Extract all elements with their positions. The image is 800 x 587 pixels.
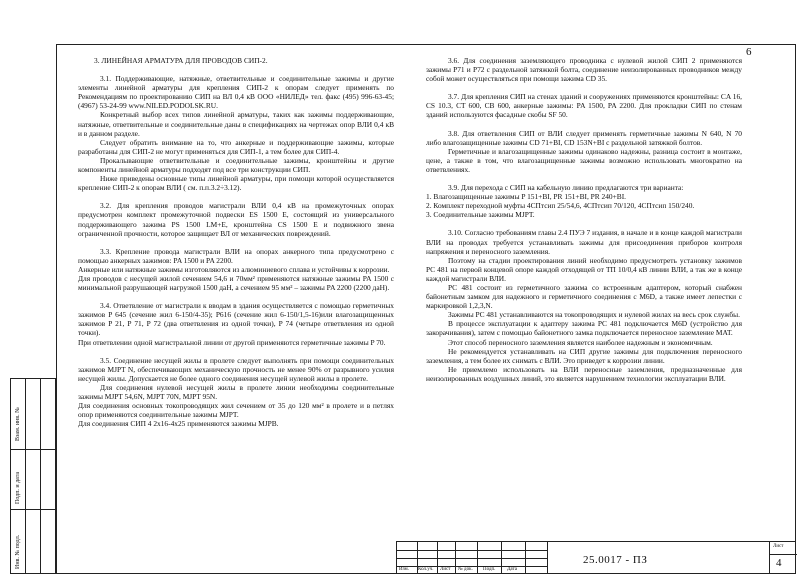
paragraph: Для соединения основных токопроводящих жил сечением от 35 до 120 мм² в пролете и в петлях опор применяются соединительные зажимы MJPT. xyxy=(78,401,394,420)
left-text-column xyxy=(78,56,394,428)
paragraph: Герметичные и влагозащищенные зажимы одинаково надежны, разница состоит в монтаже, цене, а также в том, что влагозащищенные зажимы возможно использовать многократно на ответвлениях. xyxy=(426,146,742,174)
paragraph: 3.9. Для перехода с СИП на кабельную линию предлагаются три варианта: xyxy=(448,183,684,193)
header-count: Кол.уч. xyxy=(418,567,434,572)
paragraph: 3.3. Крепление провода магистрали ВЛИ на опорах анкерного типа предусмотрено с помощью анкерных зажимов: PA 1500 и PA 2200. xyxy=(78,246,394,265)
paragraph: Конкретный выбор всех типов линейной арматуры, таких как зажимы поддерживающие, натяжные, ответвительные и соединительные даны в спецификациях на чертежах опор ВЛИ 0,4 кВ и в данном разделе. xyxy=(78,110,394,138)
title-block-line xyxy=(501,542,502,574)
list-item: 3. Соединительные зажимы MJPT. xyxy=(426,210,535,220)
page-number: 6 xyxy=(746,46,752,58)
paragraph: 3.7. Для крепления СИП на стенах зданий и сооружениях применяются кронштейны: CA 16, CS 10.3, CT 600, CB 600, анкерные зажимы: PA 1500, PA 2200. Для прокладки СИП по стенам зданий используются фасадные скобы SF 50. xyxy=(426,92,742,120)
header-date: Дата xyxy=(507,567,517,572)
paragraph: PC 481 состоит из герметичного зажима со встроенным адаптером, который снабжен байонетным замком для надежного и герметичного соединения с M6D, а также имеет лепестки с маркировкой 1,2,3,N. xyxy=(426,282,742,311)
sheet-label: Лист xyxy=(773,544,784,549)
sheet-number: 4 xyxy=(776,557,782,569)
paragraph: Не рекомендуется устанавливать на СИП другие зажимы для подключения переносного заземления, а тем более их снимать с ВЛИ. Это приведет к коррозии линии. xyxy=(426,346,742,365)
paragraph: Для проводов с несущей жилой сечением 54,6 и 70мм² применяются натяжные зажимы PA 1500 с минимальной разрушающей нагрузкой 1500 даН, а сечением 95 мм² – зажимы PA 2200 (2200 даН). xyxy=(78,273,394,293)
paragraph: При ответвлении одной магистральной линии от другой применяются герметичные зажимы P 70. xyxy=(78,337,386,347)
header-doc-no: № док. xyxy=(458,567,473,572)
header-sheet: Лист xyxy=(440,567,451,572)
side-stamp-divider xyxy=(11,509,55,510)
paragraph: Ниже приведены основные типы линейной арматуры, при помощи которой осуществляется крепление СИП-2 к опорам ВЛИ ( см. п.п.3.2÷3.12). xyxy=(78,174,394,193)
title-block-line xyxy=(769,554,797,555)
header-change: Изм. xyxy=(399,567,409,572)
right-text-column xyxy=(426,56,742,383)
list-item: 1. Влагозащищенные зажимы P 151+BI, PR 151+BI, PR 240+BI. xyxy=(426,192,627,202)
title-block-line xyxy=(525,542,526,574)
side-stamp-divider xyxy=(11,449,55,450)
paragraph: Не приемлемо использовать на ВЛИ переносные заземления, предназначенные для неизолированных воздушных линий, это является нарушением технологии эксплуатации ВЛИ. xyxy=(426,364,742,383)
title-block-line xyxy=(547,542,548,574)
side-label-inv-no: Инв. № подл. xyxy=(15,534,21,569)
paragraph: Для соединения нулевой несущей жилы в пролете линии необходимы соединительные зажимы MJPT 54,6N, MJPT 70N, MJPT 95N. xyxy=(78,382,394,401)
paragraph: Для соединения СИП 4 2x16-4x25 применяются зажимы MJPB. xyxy=(78,419,279,429)
document-code: 25.0017 - ПЗ xyxy=(583,554,648,566)
paragraph: 3.5. Соединение несущей жилы в пролете следует выполнять при помощи соединительных зажимов MJPT N, обеспечивающих механическую прочность не менее 90% от разрывного усилия несущей жилы. Допускается не более одного соединения несущей нулевой жилы в пролете. xyxy=(78,355,394,383)
side-label-replacement-inv: Взам. инв. № xyxy=(15,407,21,441)
paragraph: Прокалывающие ответвительные и соединительные зажимы, кронштейны и другие компоненты линейной арматуры подходят под все три конструкции СИП. xyxy=(78,155,394,175)
paragraph: В процессе эксплуатации к адаптеру зажима PC 481 подключается M6D (устройство для закорачивания), затем с помощью байонетного замка подключается переносное заземление MAT. xyxy=(426,319,742,338)
side-stamp-column xyxy=(41,379,57,573)
paragraph: Анкерные или натяжные зажимы изготовляются из алюминиевого сплава и устойчивы к коррозии. xyxy=(78,264,390,274)
side-stamp xyxy=(10,378,56,574)
paragraph: Следует обратить внимание на то, что анкерные и поддерживающие зажимы, которые разработаны для СИП-2 не могут применяться для СИП-1, а тем более для СИП-4. xyxy=(78,137,394,156)
header-signature: Подп. xyxy=(483,567,496,572)
paragraph: 3.10. Согласно требованиям главы 2.4 ПУЭ 7 издания, в начале и в конце каждой магистрали ВЛИ на проводах требуется устанавливать зажимы для присоединения приборов контроля напряжения и переносного заземления. xyxy=(426,228,742,256)
section-heading: 3. ЛИНЕЙНАЯ АРМАТУРА ДЛЯ ПРОВОДОВ СИП-2. xyxy=(94,56,268,65)
title-block-line xyxy=(455,542,456,574)
paragraph: 3.1. Поддерживающие, натяжные, ответвительные и соединительные зажимы и другие элементы линейной арматуры для крепления СИП-2 к опорам следует применять по Рекомендациям по проектированию СИП на ВЛ 0,4 кВ ООО «НИЛЕД» тел. факс (495) 996-63-45; (4967) 53-24-99 www.NILED.PODOLSK.RU. xyxy=(78,74,394,111)
paragraph: Этот способ переносного заземления является наиболее надежным и экономичным. xyxy=(448,337,713,347)
side-stamp-column xyxy=(26,379,41,573)
paragraph: 3.6. Для соединения заземляющего проводника с нулевой жилой СИП 2 применяются зажимы P71 и P72 с раздельной затяжкой болта, соединение неизолированных проводников между собой может осуществляться при помощи зажима CD 35. xyxy=(426,56,742,84)
paragraph: 3.2. Для крепления проводов магистрали ВЛИ 0,4 кВ на промежуточных опорах предусмотрен комплект промежуточной подвески ES 1500 E, состоящий из универсального поддерживающего зажима PS 1500 LM+E, кронштейна CS 1500 E и подвижного звена ограниченной прочности, которое защищает ВЛ от механических повреждений. xyxy=(78,201,394,238)
paragraph: Поэтому на стадии проектирования линий необходимо предусмотреть установку зажимов PC 481 на первой концевой опоре каждой отходящей от ТП 10/0,4 кВ линии ВЛИ, а так же в конце каждой магистрали ВЛИ. xyxy=(426,255,742,283)
paragraph: 3.4. Ответвление от магистрали к вводам в здания осуществляется с помощью герметичных зажимов P 645 (сечение жил 6-150/4-35); P616 (сечение жил 6-150/1,5-16)или влагозащищенных зажимов P 21, P 71, P 72 (два ответвления из одной точки), P 74 (четыре ответвления из одной точки). xyxy=(78,301,394,338)
title-block-line xyxy=(437,542,438,574)
list-item: 2. Комплект переходной муфты 4СПтсип 25/54,6, 4СПтсип 70/120, 4СПтсип 150/240. xyxy=(426,201,695,211)
side-label-signature-date: Подп. и дата xyxy=(15,471,21,504)
title-block-line xyxy=(769,542,770,574)
title-block-line xyxy=(477,542,478,574)
paragraph: Зажимы PC 481 устанавливаются на токопроводящих и нулевой жилах на весь срок службы. xyxy=(448,310,740,320)
title-block xyxy=(396,541,796,574)
paragraph: 3.8. Для ответвления СИП от ВЛИ следует применять герметичные зажимы N 640, N 70 либо влагозащищенные зажимы CD 71+BI, CD 153N+BI с раздельной затяжкой болтов. xyxy=(426,128,742,147)
